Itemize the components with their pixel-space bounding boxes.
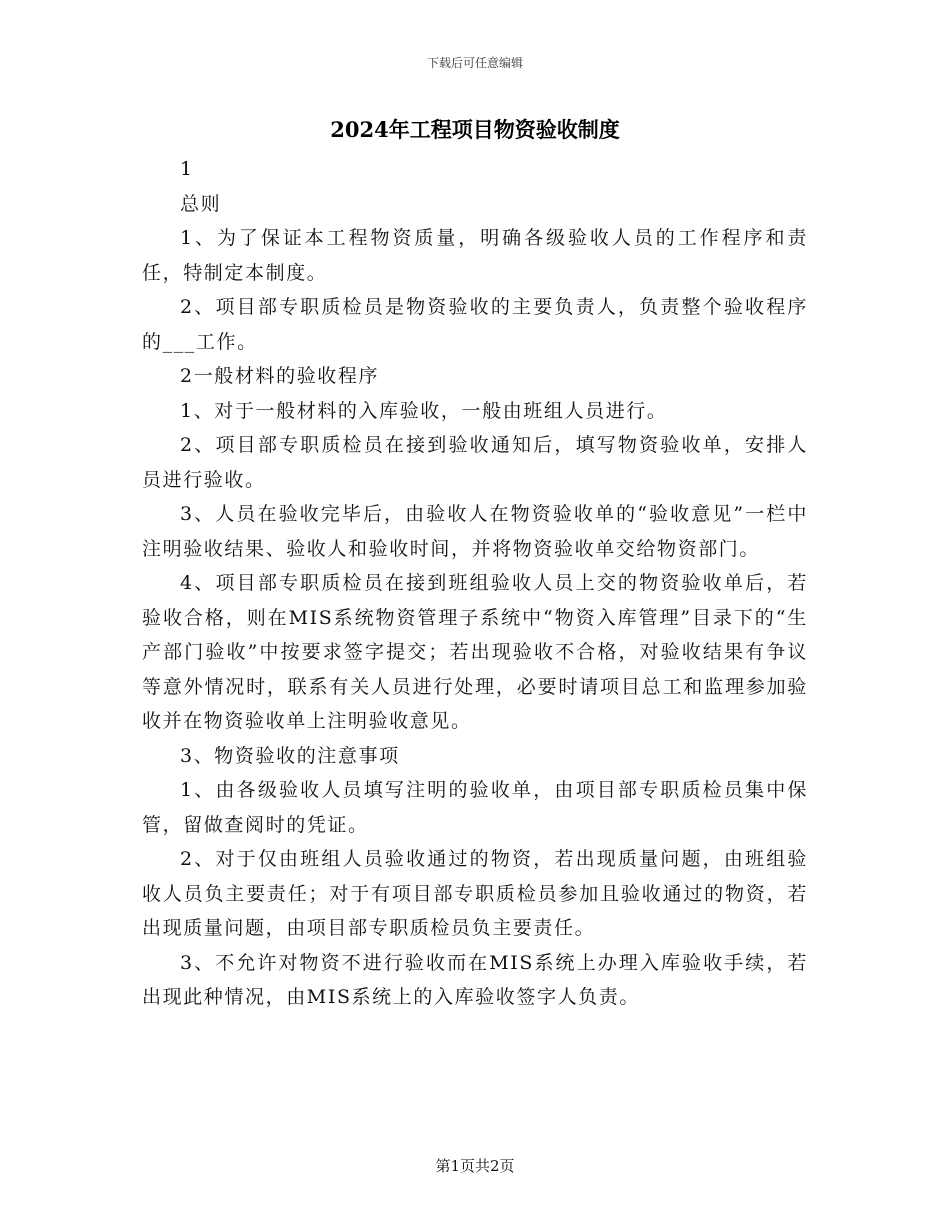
paragraph: 1、由各级验收人员填写注明的验收单，由项目部专职质检员集中保管，留做查阅时的凭证。 [142, 779, 808, 836]
paragraph: 3、不允许对物资不进行验收而在MIS系统上办理入库验收手续，若出现此种情况，由MIS系统上的入库验收签字人负责。 [142, 951, 808, 1008]
document-body [142, 152, 808, 1015]
section-heading: 2一般材料的验收程序 [180, 365, 380, 387]
document-title: 2024年工程项目物资验收制度 [330, 117, 620, 142]
paragraph: 3、人员在验收完毕后，由验收人在物资验收单的“验收意见”一栏中注明验收结果、验收人和验收时间，并将物资验收单交给物资部门。 [142, 503, 808, 560]
paragraph: 4、项目部专职质检员在接到班组验收人员上交的物资验收单后，若验收合格，则在MIS系统物资管理子系统中“物资入库管理”目录下的“生产部门验收”中按要求签字提交；若出现验收不合格，对验收结果有争议等意外情况时，联系有关人员进行处理，必要时请项目总工和监理参加验收并在物资验收单上注明验收意见。 [142, 572, 808, 732]
paragraph: 2、项目部专职质检员在接到验收通知后，填写物资验收单，安排人员进行验收。 [142, 434, 808, 491]
paragraph: 1、为了保证本工程物资质量，明确各级验收人员的工作程序和责任，特制定本制度。 [142, 227, 808, 284]
page-footer: 第1页共2页 [435, 1157, 515, 1175]
paragraph: 2、项目部专职质检员是物资验收的主要负责人，负责整个验收程序的___工作。 [142, 296, 808, 353]
page-header: 下载后可任意编辑 [426, 56, 523, 70]
section-number: 1 [180, 158, 194, 180]
section-heading: 总则 [180, 192, 222, 215]
paragraph: 2、对于仅由班组人员验收通过的物资，若出现质量问题，由班组验收人员负主要责任；对于有项目部专职质检员参加且验收通过的物资，若出现质量问题，由项目部专职质检员负主要责任。 [142, 848, 808, 939]
section-heading: 3、物资验收的注意事项 [180, 744, 400, 767]
paragraph: 1、对于一般材料的入库验收，一般由班组人员进行。 [180, 399, 668, 422]
